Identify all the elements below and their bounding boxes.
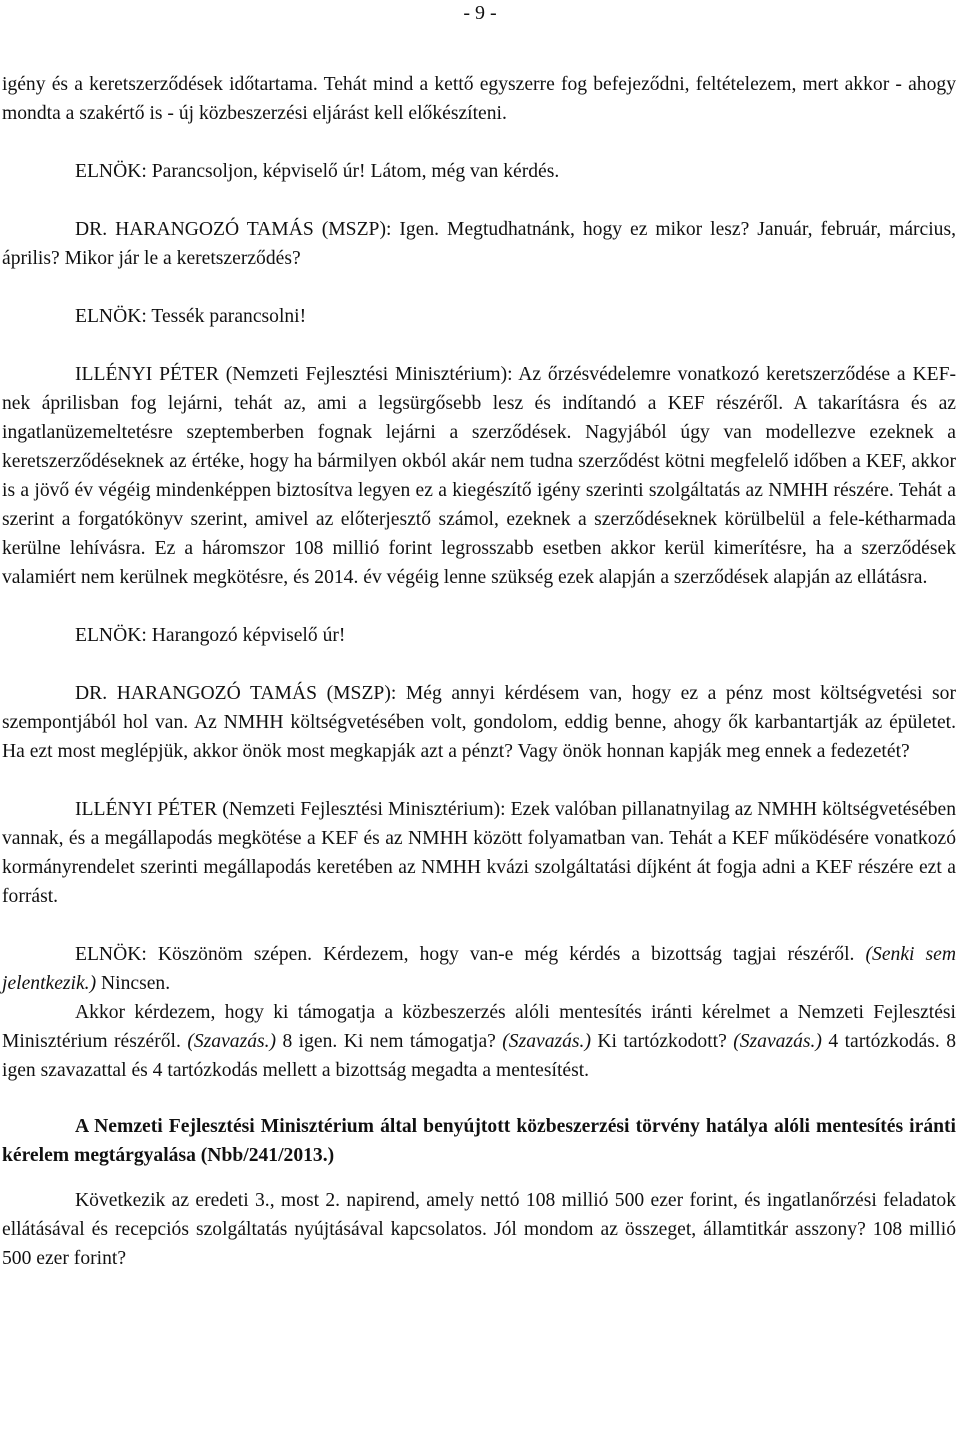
paragraph-continuation: igény és a keretszerződések időtartama. Tehát mind a kettő egyszerre fog befejeződni, feltételezem, mert akkor - ahogy mondta a szakértő is - új közbeszerzési eljárást kell előkészíteni.: [2, 74, 956, 124]
agenda-heading: A Nemzeti Fejlesztési Minisztérium által benyújtott közbeszerzési törvény hatálya alóli mentesítés iránti kérelem megtárgyalása (Nbb/241/2013.): [2, 1116, 956, 1166]
vote-result-2: 4 tartózkodás. 8 igen szavazattal és 4 tartózkodás mellett a bizottság megadta a mentesítést.: [2, 1031, 956, 1081]
paragraph-illenyi-1: ILLÉNYI PÉTER (Nemzeti Fejlesztési Minisztérium): Az őrzésvédelemre vonatkozó keretszerződése a KEF-nek áprilisban fog lejárni, tehát az, ami a legsürgősebb lesz és indítandó a KEF részéről. A takarításra és az ingatlanüzemeltetésre szeptemberben fognak lejárni a szerződések. Nagyjából úgy van modellezve ezeknek a keretszerződéseknek az értéke, hogy ha bármilyen okból akár nem tudna szerződést kötni megfelelő időben a KEF, akkor is a jövő év végéig mindenképpen biztosítva legyen ez a kiegészítő igény szerinti szolgáltatás az NMHH részére. Tehát a szerint a forgatókönyv szerint, amivel az előterjesztő számol, ezeknek a szerződéseknek körülbelül a fele-kétharmada kerülne lehívásra. Ez a háromszor 108 millió forint legrosszabb esetben akkor kerül kimerítésre, ha a szerződések valamiért nem kerülnek megkötésre, és 2014. év végéig lenne szükség ezek alapján a szerződések alapján az ellátásra.: [2, 364, 956, 588]
page-number: - 9 -: [463, 2, 497, 24]
vote-question-2: Ki tartózkodott?: [597, 1031, 727, 1052]
stage-direction-vote-2: (Szavazás.): [502, 1031, 591, 1052]
vote-result-1: 8 igen. Ki nem támogatja?: [282, 1031, 496, 1052]
paragraph-chair-3: ELNÖK: Harangozó képviselő úr!: [75, 625, 346, 646]
paragraph-chair-4: [2, 940, 956, 998]
paragraph-harangozo-1: DR. HARANGOZÓ TAMÁS (MSZP): Igen. Megtudhatnánk, hogy ez mikor lesz? Január, február, március, április? Mikor jár le a keretszerződés?: [2, 219, 956, 269]
document-body: [2, 70, 956, 1273]
stage-direction-vote-3: (Szavazás.): [733, 1031, 822, 1052]
chair-question-text: ELNÖK: Köszönöm szépen. Kérdezem, hogy van-e még kérdés a bizottság tagjai részéről.: [75, 944, 855, 965]
paragraph-chair-1: ELNÖK: Parancsoljon, képviselő úr! Látom, még van kérdés.: [75, 161, 560, 182]
paragraph-vote: [2, 998, 956, 1085]
paragraph-harangozo-2: DR. HARANGOZÓ TAMÁS (MSZP): Még annyi kérdésem van, hogy ez a pénz most költségvetési sor szempontjából hol van. Az NMHH költségvetésében volt, gondolom, eddig benne, ahogy ők karbantartják az épületet. Ha ezt most meglépjük, akkor önök most megkapják azt a pénzt? Vagy önök honnan kapják meg ennek a fedezetét?: [2, 683, 956, 762]
stage-direction: (Senki sem jelentkezik.): [2, 944, 956, 994]
vote-question-text: Akkor kérdezem, hogy ki támogatja a közbeszerzés alóli mentesítés iránti kérelmet a Nemzeti Fejlesztési Minisztérium részéről.: [2, 1002, 956, 1052]
paragraph-illenyi-2: ILLÉNYI PÉTER (Nemzeti Fejlesztési Minisztérium): Ezek valóban pillanatnyilag az NMHH költségvetésében vannak, és a megállapodás megkötése a KEF és az NMHH között folyamatban van. Tehát a KEF működésére vonatkozó kormányrendelet szerinti megállapodás keretében az NMHH kvázi szolgáltatási díjként át fogja adni a KEF részére ezt a forrást.: [2, 799, 956, 907]
stage-direction-vote-1: (Szavazás.): [187, 1031, 277, 1052]
paragraph-chair-2: ELNÖK: Tessék parancsolni!: [75, 306, 307, 327]
chair-answer-text: Nincsen.: [101, 973, 171, 994]
paragraph-chair-5: Következik az eredeti 3., most 2. napirend, amely nettó 108 millió 500 ezer forint, és ingatlanőrzési feladatok ellátásával és recepciós szolgáltatás nyújtásával kapcsolatos. Jól mondom az összeget, államtitkár asszony? 108 millió 500 ezer forint?: [2, 1190, 956, 1269]
